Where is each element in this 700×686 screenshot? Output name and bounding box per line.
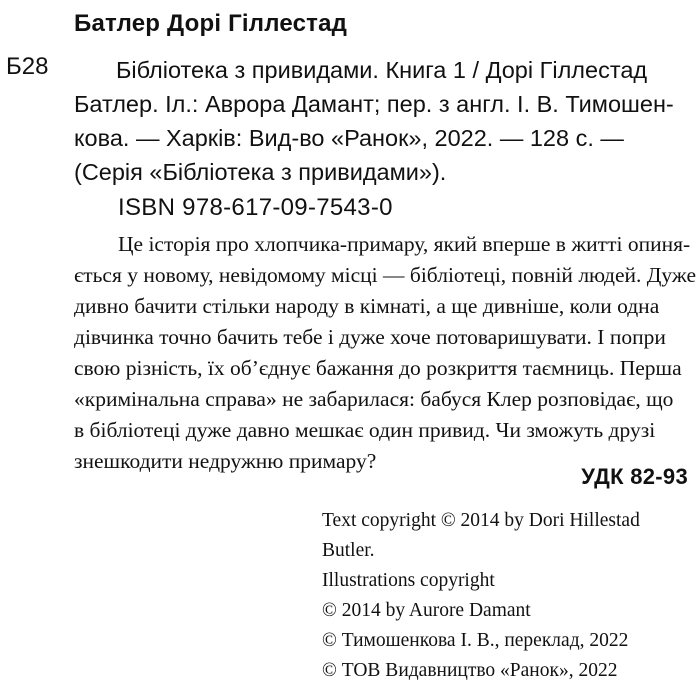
annotation-line: ється у новому, невідомому місці — бібліотеці, повній людей. Дуже (74, 263, 696, 287)
biblio-line: (Серія «Бібліотека з привидами»). (74, 159, 447, 185)
annotation-line: «кримінальна справа» не забарилася: бабуся Клер розповідає, що (74, 387, 674, 411)
annotation-paragraph (74, 229, 696, 477)
annotation-line: свою різність, їх об’єднує бажання до розкриття таємниць. Перша (74, 356, 682, 380)
annotation-line: дівчинка точно бачить тебе і дуже хоче потоваришувати. І попри (74, 325, 666, 349)
biblio-line: Бібліотека з привидами. Книга 1 / Дорі Гіллестад (116, 57, 648, 83)
copyright-line: © ТОВ Видавництво «Ранок», 2022 (322, 660, 618, 681)
copyright-line: © 2014 by Aurore Damant (322, 600, 531, 621)
author-index-code: Б28 (6, 53, 49, 80)
bibliographic-description (74, 53, 690, 189)
biblio-line: Батлер. Іл.: Аврора Дамант; пер. з англ. І. В. Тимошен- (74, 91, 674, 117)
copyright-line: Text copyright © 2014 by Dori Hillestad (322, 510, 640, 531)
copyright-line: © Тимошенкова І. В., переклад, 2022 (322, 630, 629, 651)
isbn-number: ISBN 978-617-09-7543-0 (118, 194, 393, 221)
copyright-block (322, 506, 692, 686)
biblio-line: кова. — Харків: Вид-во «Ранок», 2022. — 128 с. — (74, 125, 624, 151)
udk-classification: УДК 82-93 (581, 464, 688, 489)
copyright-line: Butler. (322, 540, 375, 561)
annotation-line: Це історія про хлопчика-примару, який вперше в житті опиня- (118, 232, 691, 256)
copyright-line: Illustrations copyright (322, 570, 495, 591)
annotation-line: знешкодити недружню примару? (74, 449, 377, 473)
author-heading: Батлер Дорі Гіллестад (74, 10, 348, 37)
annotation-line: дивно бачити стільки народу в кімнаті, а ще дивніше, коли одна (74, 294, 660, 318)
annotation-line: в бібліотеці дуже давно мешкає один привид. Чи зможуть друзі (74, 418, 656, 442)
